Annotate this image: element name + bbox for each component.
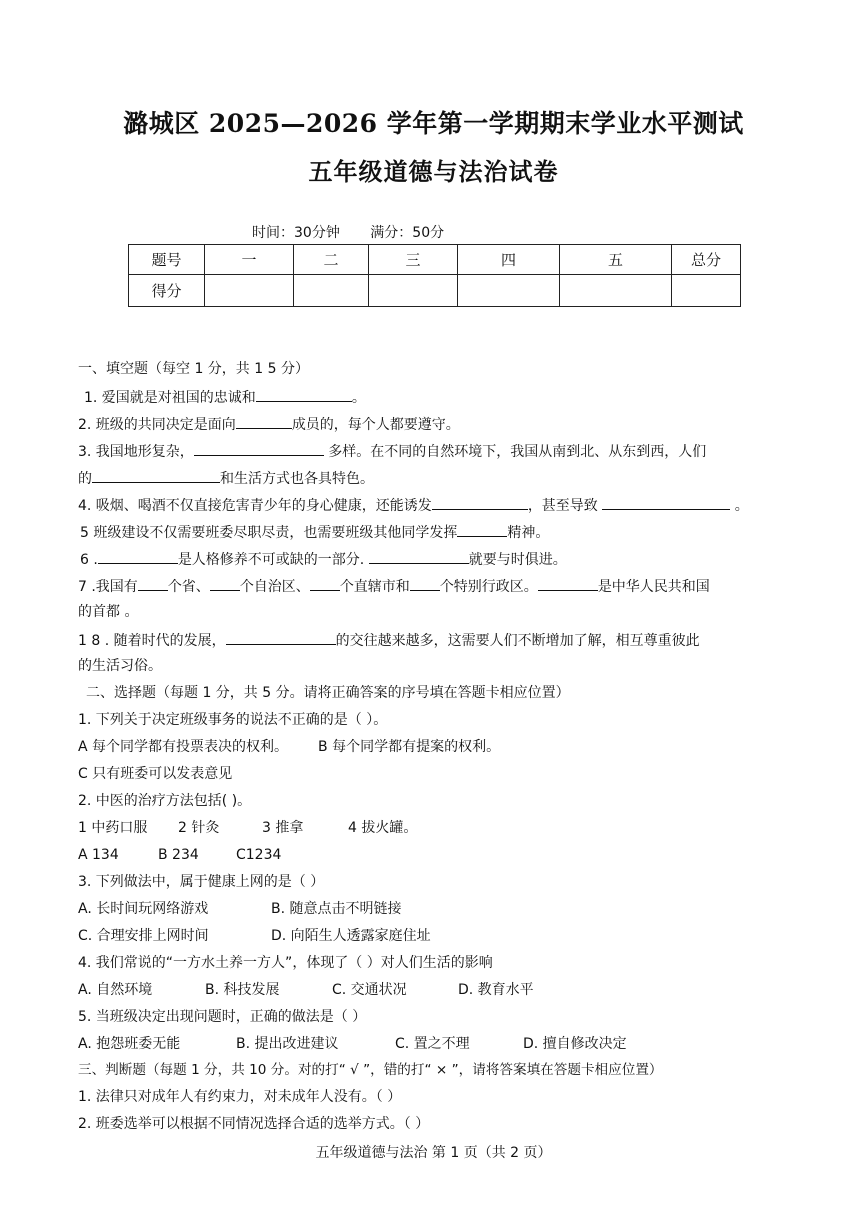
score-cell: 五 — [560, 245, 672, 275]
judge-question-1: 1. 法律只对成年人有约束力，对未成年人没有。（ ） — [78, 1089, 402, 1105]
score-cell: 三 — [369, 245, 458, 275]
answer-blank[interactable] — [457, 522, 507, 537]
option-a[interactable]: A 134 — [78, 847, 119, 863]
choice-question-2-options — [78, 846, 794, 864]
score-cell: 得分 — [129, 275, 205, 307]
answer-blank[interactable] — [256, 387, 352, 402]
answer-blank[interactable] — [194, 441, 324, 456]
section1-heading: 一、填空题（每空 1 分，共 1 5 分） — [78, 361, 309, 377]
score-table-header-row — [129, 245, 741, 275]
score-input-cell[interactable] — [672, 275, 741, 307]
option-d[interactable]: D. 向陌生人透露家庭住址 — [271, 928, 431, 944]
page-footer: 五年级道德与法治 第 1 页（共 2 页） — [315, 1145, 552, 1161]
option-b[interactable]: B 每个同学都有提案的权利。 — [318, 739, 501, 755]
option-c[interactable]: C1234 — [236, 847, 282, 863]
section3-heading: 三、判断题（每题 1 分，共 10 分。对的打“ √ ”，错的打“ × ”，请将答案填在答题卡相应位置） — [78, 1062, 663, 1078]
answer-blank[interactable] — [369, 549, 469, 564]
option-d[interactable]: D. 擅自修改决定 — [523, 1036, 627, 1052]
option-c[interactable]: C. 置之不理 — [395, 1036, 470, 1052]
option-b[interactable]: B 234 — [158, 847, 199, 863]
option-d[interactable]: D. 教育水平 — [458, 982, 534, 998]
fill-question-5: 5 班级建设不仅需要班委尽职尽责，也需要班级其他同学发挥 精神。 — [80, 522, 796, 542]
score-input-cell[interactable] — [458, 275, 560, 307]
score-input-cell[interactable] — [205, 275, 294, 307]
fill-question-7: 7 .我国有 个省、 个自治区、 个直辖市和 个特别行政区。 是中华人民共和国 — [78, 576, 794, 596]
option-a[interactable]: A. 长时间玩网络游戏 — [78, 901, 209, 917]
fill-question-6: 6 . 是人格修养不可或缺的一部分. 就要与时俱进。 — [80, 549, 796, 569]
choice-question-5-options — [78, 1035, 794, 1053]
fill-question-2: 2. 班级的共同决定是面向 成员的，每个人都要遵守。 — [78, 414, 794, 434]
exam-title: 潞城区 2025—2026 学年第一学期期末学业水平测试 — [123, 109, 744, 138]
choice-question-4: 4. 我们常说的“一方水土养一方人”，体现了（ ）对人们生活的影响 — [78, 955, 493, 971]
answer-blank[interactable] — [538, 576, 598, 591]
section2-heading: 二、选择题（每题 1 分，共 5 分。请将正确答案的序号填在答题卡相应位置） — [86, 685, 570, 701]
choice-question-2-items: 1 中药口服 2 针灸 3 推拿 4 拔火罐。 — [78, 820, 418, 836]
choice-question-1-options — [78, 738, 794, 756]
score-cell: 题号 — [129, 245, 205, 275]
choice-question-3: 3. 下列做法中，属于健康上网的是（ ） — [78, 874, 325, 890]
answer-blank[interactable] — [210, 576, 240, 591]
option-a[interactable]: A. 自然环境 — [78, 982, 153, 998]
fill-question-3-cont: 的 和生活方式也各具特色。 — [78, 468, 794, 488]
answer-blank[interactable] — [138, 576, 168, 591]
score-table — [128, 244, 741, 307]
score-cell: 二 — [294, 245, 369, 275]
fill-question-7-cont: 的首都 。 — [78, 604, 139, 620]
fill-question-3: 3. 我国地形复杂， 多样。在不同的自然环境下，我国从南到北、从东到西，人们 — [78, 441, 794, 461]
time-score-line — [252, 222, 470, 242]
option-c[interactable]: C. 合理安排上网时间 — [78, 928, 209, 944]
score-cell: 总分 — [672, 245, 741, 275]
option-b[interactable]: B. 随意点击不明链接 — [271, 901, 402, 917]
score-input-cell[interactable] — [560, 275, 672, 307]
answer-blank[interactable] — [98, 549, 178, 564]
exam-full-score: 满分：50分 — [370, 225, 445, 241]
option-b[interactable]: B. 提出改进建议 — [236, 1036, 339, 1052]
exam-subtitle: 五年级道德与法治试卷 — [308, 157, 559, 186]
answer-blank[interactable] — [432, 495, 528, 510]
option-b[interactable]: B. 科技发展 — [205, 982, 280, 998]
score-cell: 四 — [458, 245, 560, 275]
answer-blank[interactable] — [92, 468, 220, 483]
option-a[interactable]: A. 抱怨班委无能 — [78, 1036, 181, 1052]
choice-question-1: 1. 下列关于决定班级事务的说法不正确的是（ ）。 — [78, 712, 388, 728]
fill-question-1: 1. 爱国就是对祖国的忠诚和 。 — [84, 387, 800, 407]
fill-question-8: 1 8 . 随着时代的发展， 的交往越来越多，这需要人们不断增加了解，相互尊重彼此 — [78, 630, 794, 650]
choice-question-3-options-cd — [78, 927, 794, 945]
answer-blank[interactable] — [410, 576, 440, 591]
answer-blank[interactable] — [236, 414, 292, 429]
choice-question-5: 5. 当班级决定出现问题时，正确的做法是（ ） — [78, 1009, 367, 1025]
choice-question-2: 2. 中医的治疗方法包括( )。 — [78, 793, 252, 809]
answer-blank[interactable] — [226, 630, 336, 645]
answer-blank[interactable] — [602, 495, 730, 510]
option-c[interactable]: C 只有班委可以发表意见 — [78, 766, 233, 782]
option-a[interactable]: A 每个同学都有投票表决的权利。 — [78, 739, 289, 755]
choice-question-3-options-ab — [78, 900, 794, 918]
option-c[interactable]: C. 交通状况 — [332, 982, 407, 998]
score-input-cell[interactable] — [294, 275, 369, 307]
score-table-score-row — [129, 275, 741, 307]
answer-blank[interactable] — [310, 576, 340, 591]
score-cell: 一 — [205, 245, 294, 275]
score-input-cell[interactable] — [369, 275, 458, 307]
exam-time: 时间：30分钟 — [252, 225, 340, 241]
fill-question-4: 4. 吸烟、喝酒不仅直接危害青少年的身心健康，还能诱发 ，甚至导致 。 — [78, 495, 794, 515]
judge-question-2: 2. 班委选举可以根据不同情况选择合适的选举方式。（ ） — [78, 1116, 430, 1132]
fill-question-8-cont: 的生活习俗。 — [78, 658, 162, 674]
choice-question-4-options — [78, 981, 794, 999]
